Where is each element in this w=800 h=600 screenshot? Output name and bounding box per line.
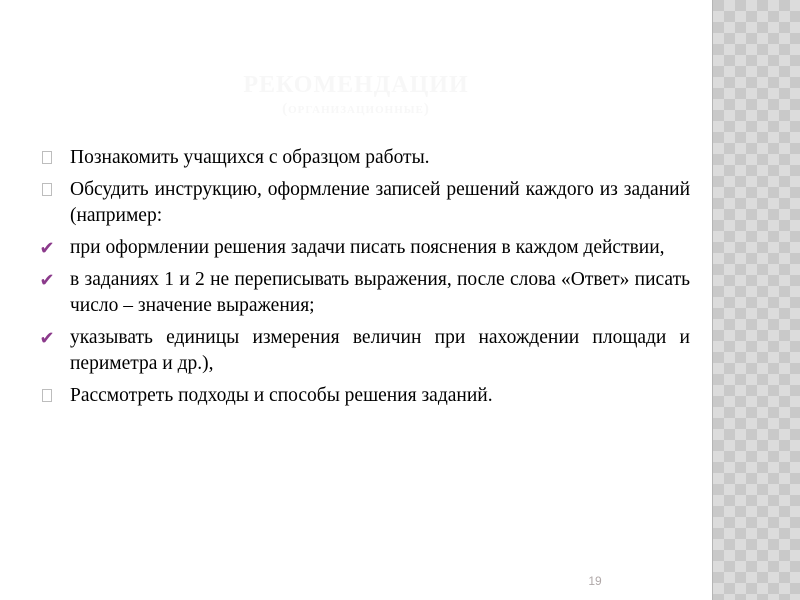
slide-title: РЕКОМЕНДАЦИИ (243, 72, 469, 98)
list-item-text: указывать единицы измерения величин при нахождении площади и периметра и др.), (70, 327, 690, 374)
list-item (30, 267, 690, 319)
checkmark-bullet-icon: ✔ (39, 270, 55, 290)
list-item-text: Познакомить учащихся с образцом работы. (70, 147, 430, 168)
page-number: 19 (588, 574, 602, 588)
list-item (30, 325, 690, 377)
list-item (30, 177, 690, 229)
decorative-side-panel (712, 0, 800, 600)
list-item-text: Рассмотреть подходы и способы решения заданий. (70, 385, 493, 406)
recommendations-list (30, 145, 690, 415)
list-item-text: в заданиях 1 и 2 не переписывать выражения, после слова «Ответ» писать число – значение выражения; (70, 269, 690, 316)
square-bullet-icon (38, 145, 56, 171)
checkmark-bullet-icon: ✔ (39, 328, 55, 348)
square-bullet-icon (38, 177, 56, 203)
list-item (30, 383, 690, 409)
square-bullet-icon (38, 383, 56, 409)
slide-subtitle: (организационные) (282, 101, 430, 117)
list-item-text: при оформлении решения задачи писать пояснения в каждом действии, (70, 237, 665, 258)
list-item (30, 235, 690, 261)
checkmark-bullet-icon: ✔ (39, 238, 55, 258)
list-item (30, 145, 690, 171)
list-item-text: Обсудить инструкцию, оформление записей решений каждого из заданий (например: (70, 179, 690, 226)
title-block (0, 72, 712, 118)
